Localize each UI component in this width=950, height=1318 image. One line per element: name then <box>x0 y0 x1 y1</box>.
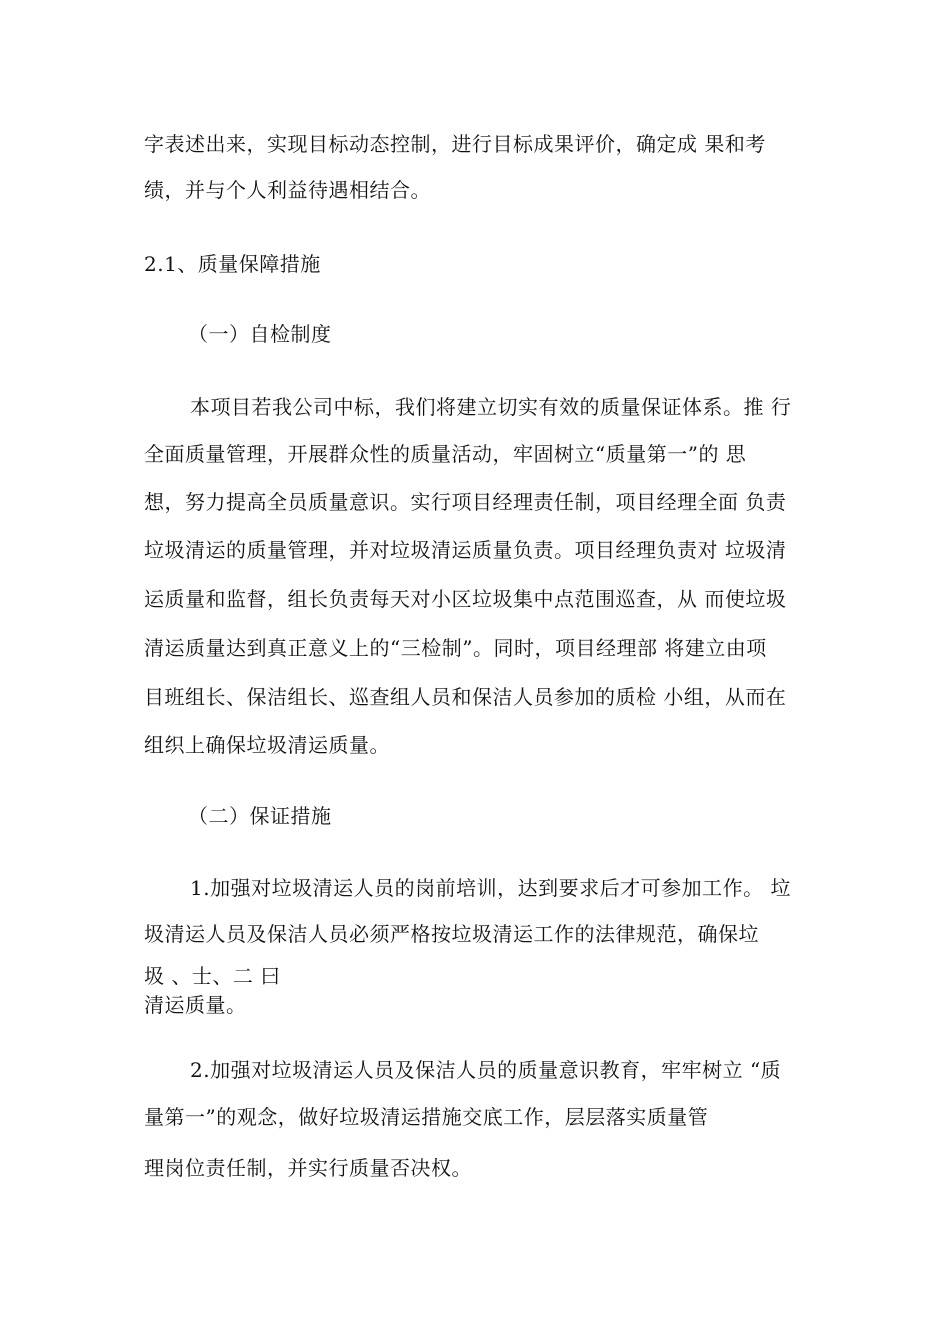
subsection-1-line-6: 清运质量达到真正意义上的“三检制”。同时，项目经理部 将建立由项 <box>144 636 767 660</box>
subsection-1-line-5: 运质量和监督，组长负责每天对小区垃圾集中点范围巡查，从 而使垃圾 <box>144 587 787 611</box>
item-1-line-1: 1.加强对垃圾清运人员的岗前培训，达到要求后才可参加工作。 垃 <box>190 876 791 900</box>
item-1-line-4: 清运质量。 <box>144 993 247 1017</box>
subsection-1-line-8: 组织上确保垃圾清运质量。 <box>144 733 390 757</box>
item-2-line-2: 量第一”的观念，做好垃圾清运措施交底工作，层层落实质量管 <box>144 1105 709 1129</box>
intro-line-2: 绩，并与个人利益待遇相结合。 <box>144 178 431 202</box>
intro-line-1: 字表述出来，实现目标动态控制，进行目标成果评价，确定成 果和考 <box>144 132 766 156</box>
subsection-2-heading: （二）保证措施 <box>188 804 332 828</box>
subsection-1-heading: （一）自检制度 <box>188 322 332 346</box>
subsection-1-line-3: 想，努力提高全员质量意识。实行项目经理责任制，项目经理全面 负责 <box>144 490 787 514</box>
item-1-line-3: 圾 、士、二 曰 <box>144 964 281 988</box>
subsection-1-line-2: 全面质量管理，开展群众性的质量活动，牢固树立“质量第一”的 思 <box>144 442 747 466</box>
item-1-line-2: 圾清运人员及保洁人员必须严格按垃圾清运工作的法律规范，确保垃 <box>144 922 759 946</box>
subsection-1-line-7: 目班组长、保洁组长、巡查组人员和保洁人员参加的质检 小组，从而在 <box>144 685 787 709</box>
item-2-line-3: 理岗位责任制，并实行质量否决权。 <box>144 1156 472 1180</box>
subsection-1-line-4: 垃圾清运的质量管理，并对垃圾清运质量负责。项目经理负责对 垃圾清 <box>144 538 787 562</box>
section-heading: 2.1、质量保障措施 <box>144 252 321 276</box>
subsection-1-line-1: 本项目若我公司中标，我们将建立切实有效的质量保证体系。推 行 <box>190 395 792 419</box>
item-2-line-1: 2.加强对垃圾清运人员及保洁人员的质量意识教育，牢牢树立 “质 <box>190 1058 782 1082</box>
